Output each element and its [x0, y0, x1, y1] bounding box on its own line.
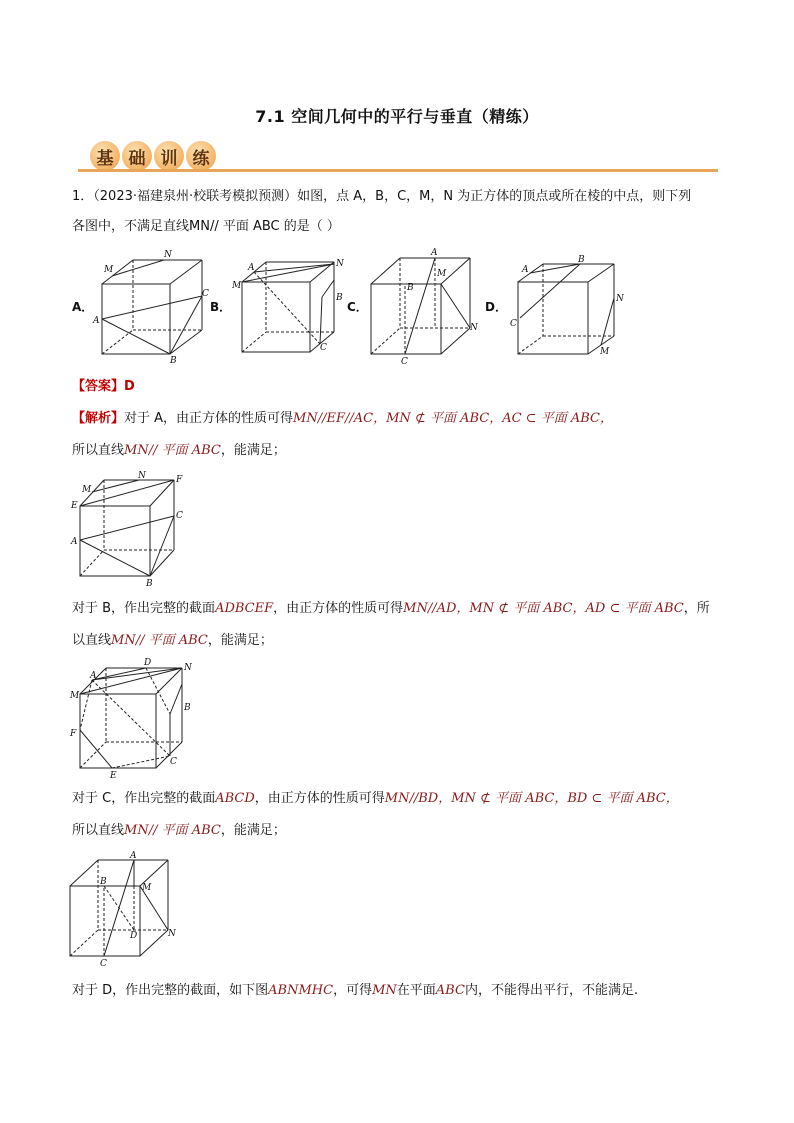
analysis-math: ABCD	[215, 791, 255, 806]
analysis-math: MN//BD，MN ⊄ 平面 ABC，BD ⊂ 平面 ABC，	[384, 791, 679, 806]
label-b: B	[407, 283, 414, 293]
label-m: M	[437, 269, 447, 279]
analysis-text: ，由正方体的性质可得	[273, 601, 404, 616]
analysis-b-line1	[72, 598, 710, 620]
label-e: E	[110, 771, 117, 780]
label-m: M	[82, 485, 92, 495]
option-a-label: A．	[72, 300, 94, 314]
analysis-text: 以直线	[72, 633, 112, 648]
label-d: D	[144, 658, 152, 668]
label-a: A	[431, 248, 438, 258]
label-e: E	[71, 501, 78, 511]
analysis-text: 对于 A，由正方体的性质可得	[124, 411, 294, 426]
label-f: F	[70, 729, 77, 739]
label-n: N	[138, 471, 146, 481]
label-m: M	[70, 691, 80, 701]
analysis-text: ，能满足；	[207, 633, 273, 648]
analysis-math: ABC	[435, 983, 465, 998]
analysis-text: ，所	[683, 601, 710, 616]
label-m: M	[142, 883, 152, 893]
analysis-a-line2	[72, 440, 286, 462]
analysis-math: ADBCEF	[215, 601, 274, 616]
answer-value: D	[124, 379, 135, 394]
banner-char: 练	[186, 141, 216, 171]
label-c: C	[170, 757, 177, 767]
label-a: A	[90, 671, 97, 681]
option-b-label: B．	[210, 300, 232, 314]
page-title: 7.1 空间几何中的平行与垂直（精练）	[255, 107, 539, 126]
analysis-math: MN	[372, 983, 397, 998]
label-c: C	[320, 343, 327, 353]
banner-char: 础	[122, 141, 152, 171]
label-b: B	[184, 703, 191, 713]
analysis-math: ABNMHC	[268, 983, 334, 998]
banner-char: 基	[90, 141, 120, 171]
analysis-math: MN// 平面 ABC	[124, 443, 221, 458]
analysis-math: MN// 平面 ABC	[111, 633, 208, 648]
section-banner	[78, 140, 718, 174]
analysis-b-line2	[72, 630, 273, 652]
analysis-text: ，能满足；	[220, 823, 286, 838]
figure-solution-a	[66, 470, 196, 590]
analysis-math: MN//AD，MN ⊄ 平面 ABC，AD ⊂ 平面 ABC	[403, 601, 684, 616]
analysis-text: 对于 D，作出完整的截面，如下图	[72, 983, 269, 998]
question-line1: 1．（2023·福建泉州·校联考模拟预测）如图，点 A，B，C，M，N 为正方体的顶点或所在棱的中点，则下列	[72, 189, 692, 204]
label-m: M	[600, 347, 610, 357]
label-d: D	[130, 931, 138, 941]
answer-line	[72, 376, 135, 398]
figure-option-c	[365, 244, 485, 366]
question-line2: 各图中，不满足直线MN// 平面 ABC 的是（ ）	[72, 219, 340, 234]
label-a: A	[130, 851, 137, 861]
label-m: M	[232, 281, 242, 291]
label-n: N	[616, 294, 624, 304]
label-a: A	[93, 316, 100, 326]
analysis-c-line2	[72, 820, 286, 842]
label-f: F	[176, 475, 183, 485]
analysis-math: MN//EF//AC，MN ⊄ 平面 ABC，AC ⊂ 平面 ABC，	[293, 411, 613, 426]
label-a: A	[248, 263, 255, 273]
analysis-label: 【解析】	[72, 411, 125, 426]
label-n: N	[184, 663, 192, 673]
figure-option-a	[88, 244, 218, 364]
label-c: C	[510, 319, 517, 329]
analysis-text: 对于 B，作出完整的截面	[72, 601, 216, 616]
label-c: C	[100, 959, 107, 969]
banner-rule	[78, 169, 718, 172]
analysis-math: MN// 平面 ABC	[124, 823, 221, 838]
answer-label: 【答案】	[72, 379, 125, 394]
option-d-label: D．	[485, 300, 507, 314]
analysis-text: ，能满足；	[220, 443, 286, 458]
label-c: C	[176, 511, 183, 521]
label-m: M	[104, 265, 114, 275]
analysis-text: 对于 C，作出完整的截面	[72, 791, 216, 806]
analysis-text: ，由正方体的性质可得	[254, 791, 385, 806]
analysis-text: 内，不能得出平行，不能满足.	[464, 983, 639, 998]
label-n: N	[168, 929, 176, 939]
figure-solution-c	[64, 850, 189, 970]
figure-option-b	[228, 254, 353, 364]
analysis-c-line1	[72, 788, 679, 810]
label-b: B	[170, 356, 177, 364]
label-c: C	[202, 289, 209, 299]
analysis-text: ，可得	[333, 983, 373, 998]
analysis-d-line1	[72, 980, 638, 1002]
label-b: B	[100, 877, 107, 887]
label-n: N	[164, 250, 172, 260]
label-a: A	[71, 537, 78, 547]
label-b: B	[336, 293, 343, 303]
label-n: N	[470, 323, 478, 333]
label-c: C	[401, 357, 408, 366]
label-b: B	[578, 255, 585, 265]
label-a: A	[522, 265, 529, 275]
option-c-label: C．	[347, 300, 368, 314]
analysis-text: 所以直线	[72, 443, 125, 458]
label-n: N	[336, 259, 344, 269]
figure-solution-b	[66, 656, 201, 780]
analysis-a-line1	[72, 408, 613, 430]
figure-option-d	[508, 254, 633, 364]
label-b: B	[146, 579, 153, 589]
analysis-text: 在平面	[396, 983, 436, 998]
banner-char: 训	[154, 141, 184, 171]
analysis-text: 所以直线	[72, 823, 125, 838]
